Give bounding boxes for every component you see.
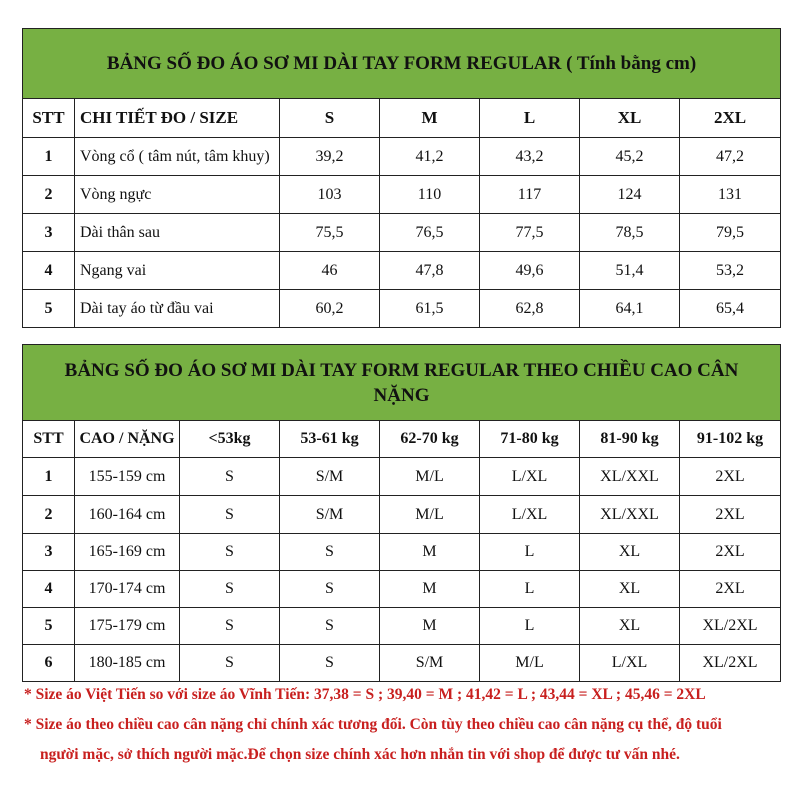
size-cell: S xyxy=(280,645,380,682)
size-cell: L/XL xyxy=(480,458,580,496)
stt-cell: 3 xyxy=(23,214,75,252)
height-cell: 180-185 cm xyxy=(75,645,180,682)
header-cell: 81-90 kg xyxy=(580,421,680,458)
height-cell: 175-179 cm xyxy=(75,608,180,645)
measure-label: Dài tay áo từ đầu vai xyxy=(75,290,280,328)
size-accuracy-note-line2: người mặc, sở thích người mặc.Để chọn size chính xác hơn nhắn tin với shop để được tư vấn nhé. xyxy=(40,746,680,763)
header-cell: 53-61 kg xyxy=(280,421,380,458)
header-cell: S xyxy=(280,99,380,138)
measure-label: Vòng cổ ( tâm nút, tâm khuy) xyxy=(75,138,280,176)
table2-title: BẢNG SỐ ĐO ÁO SƠ MI DÀI TAY FORM REGULAR THEO CHIỀU CAO CÂN NẶNG xyxy=(23,345,781,421)
size-cell: L/XL xyxy=(580,645,680,682)
value-cell: 45,2 xyxy=(580,138,680,176)
size-cell: S xyxy=(280,534,380,571)
value-cell: 47,2 xyxy=(680,138,781,176)
size-conversion-note: * Size áo Việt Tiến so với size áo Vĩnh Tiến: 37,38 = S ; 39,40 = M ; 41,42 = L ; 43,44 = XL ; 45,46 = 2XL xyxy=(24,686,706,703)
value-cell: 47,8 xyxy=(380,252,480,290)
size-cell: S xyxy=(180,608,280,645)
table-row xyxy=(23,458,781,496)
value-cell: 49,6 xyxy=(480,252,580,290)
header-cell: 2XL xyxy=(680,99,781,138)
table-row xyxy=(23,138,781,176)
header-cell: CAO / NẶNG xyxy=(75,421,180,458)
value-cell: 62,8 xyxy=(480,290,580,328)
size-cell: XL/2XL xyxy=(680,645,781,682)
size-cell: L/XL xyxy=(480,496,580,534)
table-row xyxy=(23,214,781,252)
size-cell: S/M xyxy=(280,496,380,534)
size-cell: L xyxy=(480,608,580,645)
header-cell: CHI TIẾT ĐO / SIZE xyxy=(75,99,280,138)
value-cell: 117 xyxy=(480,176,580,214)
value-cell: 131 xyxy=(680,176,781,214)
height-cell: 160-164 cm xyxy=(75,496,180,534)
value-cell: 77,5 xyxy=(480,214,580,252)
table-row xyxy=(23,608,781,645)
size-cell: S xyxy=(180,645,280,682)
table-row xyxy=(23,252,781,290)
table-row xyxy=(23,645,781,682)
value-cell: 76,5 xyxy=(380,214,480,252)
header-cell: STT xyxy=(23,421,75,458)
value-cell: 41,2 xyxy=(380,138,480,176)
measure-label: Dài thân sau xyxy=(75,214,280,252)
value-cell: 110 xyxy=(380,176,480,214)
height-cell: 165-169 cm xyxy=(75,534,180,571)
table-row xyxy=(23,290,781,328)
value-cell: 61,5 xyxy=(380,290,480,328)
size-measurement-table xyxy=(22,28,781,328)
value-cell: 124 xyxy=(580,176,680,214)
table1-header-row xyxy=(23,99,781,138)
size-cell: M/L xyxy=(380,458,480,496)
value-cell: 65,4 xyxy=(680,290,781,328)
size-accuracy-note-line1: * Size áo theo chiều cao cân nặng chỉ chính xác tương đối. Còn tùy theo chiều cao cân nặng cụ thể, độ tuổi xyxy=(24,716,722,733)
size-cell: XL xyxy=(580,534,680,571)
table-row xyxy=(23,571,781,608)
table1-title: BẢNG SỐ ĐO ÁO SƠ MI DÀI TAY FORM REGULAR ( Tính bằng cm) xyxy=(23,29,781,99)
stt-cell: 2 xyxy=(23,496,75,534)
measure-label: Ngang vai xyxy=(75,252,280,290)
value-cell: 43,2 xyxy=(480,138,580,176)
size-cell: M/L xyxy=(380,496,480,534)
stt-cell: 4 xyxy=(23,571,75,608)
size-cell: XL/XXL xyxy=(580,496,680,534)
size-cell: S xyxy=(280,608,380,645)
height-weight-size-table xyxy=(22,344,781,682)
stt-cell: 3 xyxy=(23,534,75,571)
size-cell: S xyxy=(180,458,280,496)
header-cell: XL xyxy=(580,99,680,138)
size-cell: L xyxy=(480,534,580,571)
size-cell: M/L xyxy=(480,645,580,682)
size-cell: 2XL xyxy=(680,496,781,534)
value-cell: 78,5 xyxy=(580,214,680,252)
size-cell: 2XL xyxy=(680,458,781,496)
size-cell: S/M xyxy=(280,458,380,496)
value-cell: 64,1 xyxy=(580,290,680,328)
stt-cell: 2 xyxy=(23,176,75,214)
stt-cell: 5 xyxy=(23,290,75,328)
size-cell: XL xyxy=(580,571,680,608)
size-cell: S xyxy=(280,571,380,608)
value-cell: 75,5 xyxy=(280,214,380,252)
value-cell: 53,2 xyxy=(680,252,781,290)
stt-cell: 1 xyxy=(23,458,75,496)
header-cell: 71-80 kg xyxy=(480,421,580,458)
size-cell: M xyxy=(380,608,480,645)
header-cell: 91-102 kg xyxy=(680,421,781,458)
height-cell: 155-159 cm xyxy=(75,458,180,496)
value-cell: 103 xyxy=(280,176,380,214)
size-cell: M xyxy=(380,534,480,571)
header-cell: <53kg xyxy=(180,421,280,458)
stt-cell: 4 xyxy=(23,252,75,290)
size-cell: S/M xyxy=(380,645,480,682)
size-cell: XL xyxy=(580,608,680,645)
table2-header-row xyxy=(23,421,781,458)
stt-cell: 5 xyxy=(23,608,75,645)
table-row xyxy=(23,534,781,571)
table-row xyxy=(23,496,781,534)
header-cell: 62-70 kg xyxy=(380,421,480,458)
header-cell: L xyxy=(480,99,580,138)
header-cell: STT xyxy=(23,99,75,138)
size-cell: S xyxy=(180,496,280,534)
size-cell: XL/XXL xyxy=(580,458,680,496)
height-cell: 170-174 cm xyxy=(75,571,180,608)
size-cell: L xyxy=(480,571,580,608)
size-cell: 2XL xyxy=(680,571,781,608)
size-cell: 2XL xyxy=(680,534,781,571)
size-cell: S xyxy=(180,571,280,608)
header-cell: M xyxy=(380,99,480,138)
table-row xyxy=(23,176,781,214)
size-cell: S xyxy=(180,534,280,571)
measure-label: Vòng ngực xyxy=(75,176,280,214)
size-accuracy-note xyxy=(24,710,794,770)
value-cell: 79,5 xyxy=(680,214,781,252)
value-cell: 60,2 xyxy=(280,290,380,328)
value-cell: 51,4 xyxy=(580,252,680,290)
size-cell: M xyxy=(380,571,480,608)
stt-cell: 1 xyxy=(23,138,75,176)
value-cell: 46 xyxy=(280,252,380,290)
stt-cell: 6 xyxy=(23,645,75,682)
value-cell: 39,2 xyxy=(280,138,380,176)
size-cell: XL/2XL xyxy=(680,608,781,645)
